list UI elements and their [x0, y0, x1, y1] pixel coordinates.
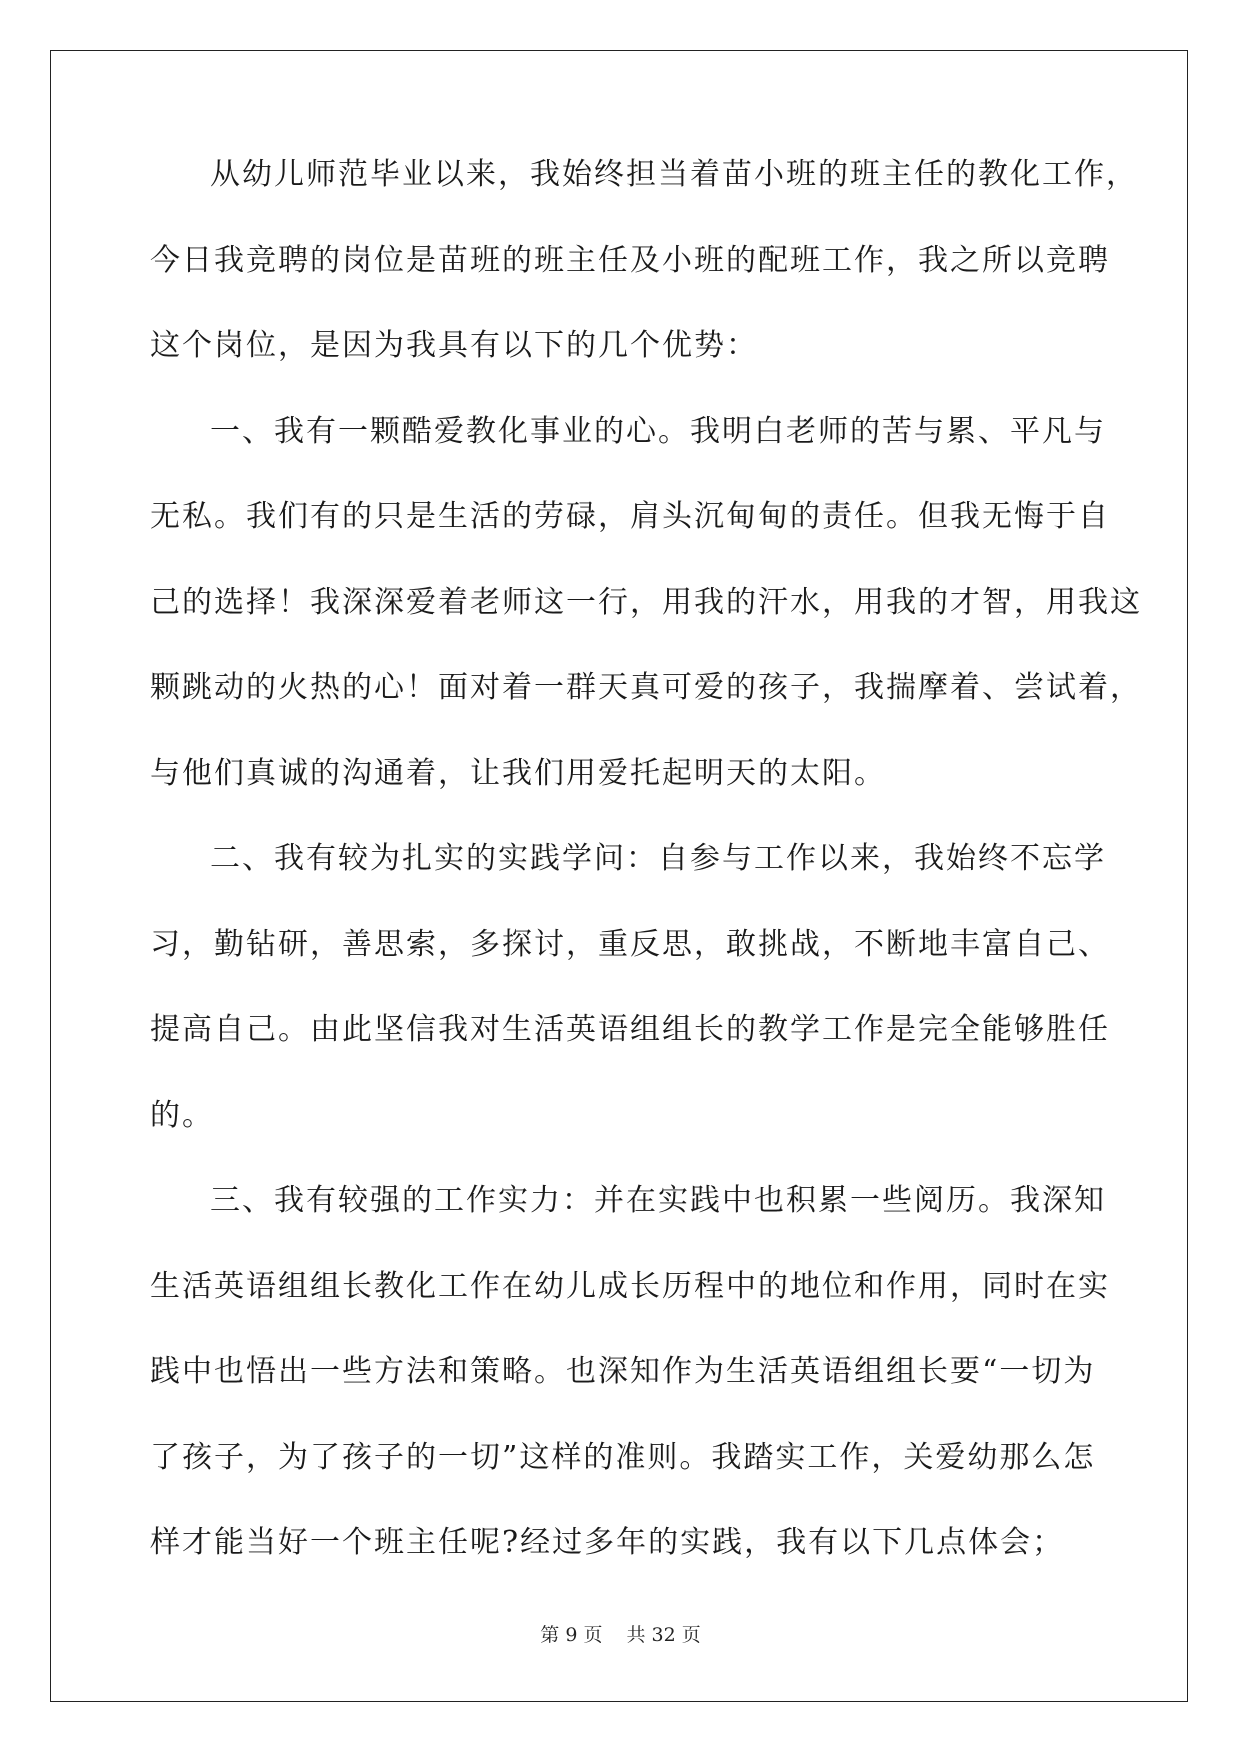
text-line: 生活英语组组长教化工作在幼儿成长历程中的地位和作用，同时在实 [150, 1268, 1110, 1304]
text-line: 从幼儿师范毕业以来，我始终担当着苗小班的班主任的教化工作， [210, 157, 1138, 192]
text-line: 无私。我们有的只是生活的劳碌，肩头沉甸甸的责任。但我无悔于自 [150, 499, 1110, 534]
text-line: 践中也悟出一些方法和策略。也深知作为生活英语组组长要“一切为 [150, 1354, 1096, 1389]
text-line: 今日我竞聘的岗位是苗班的班主任及小班的配班工作，我之所以竞聘 [150, 242, 1110, 278]
document-body [150, 153, 1142, 1607]
page-total: 共 32 页 [626, 1624, 701, 1646]
page-number: 第 9 页 [540, 1624, 603, 1646]
text-line: 颗跳动的火热的心！面对着一群天真可爱的孩子，我揣摩着、尝试着， [150, 670, 1142, 705]
text-line: 样才能当好一个班主任呢?经过多年的实践，我有以下几点体会； [150, 1525, 1065, 1560]
text-line: 的。 [150, 1097, 214, 1133]
text-line: 这个岗位，是因为我具有以下的几个优势： [150, 328, 758, 363]
text-line: 与他们真诚的沟通着，让我们用爱托起明天的太阳。 [150, 755, 886, 791]
text-line: 三、我有较强的工作实力：并在实践中也积累一些阅历。我深知 [210, 1183, 1106, 1218]
text-line: 习，勤钻研，善思索，多探讨，重反思，敢挑战，不断地丰富自己、 [150, 926, 1110, 962]
text-line: 了孩子，为了孩子的一切”这样的准则。我踏实工作，关爱幼那么怎 [150, 1439, 1096, 1475]
text-line: 二、我有较为扎实的实践学问：自参与工作以来，我始终不忘学 [210, 841, 1106, 876]
text-line: 一、我有一颗酷爱教化事业的心。我明白老师的苦与累、平凡与 [210, 413, 1106, 449]
text-line: 己的选择！我深深爱着老师这一行，用我的汗水，用我的才智，用我这 [150, 584, 1142, 620]
page-footer [0, 1620, 1241, 1647]
text-line: 提高自己。由此坚信我对生活英语组组长的教学工作是完全能够胜任 [150, 1012, 1110, 1047]
